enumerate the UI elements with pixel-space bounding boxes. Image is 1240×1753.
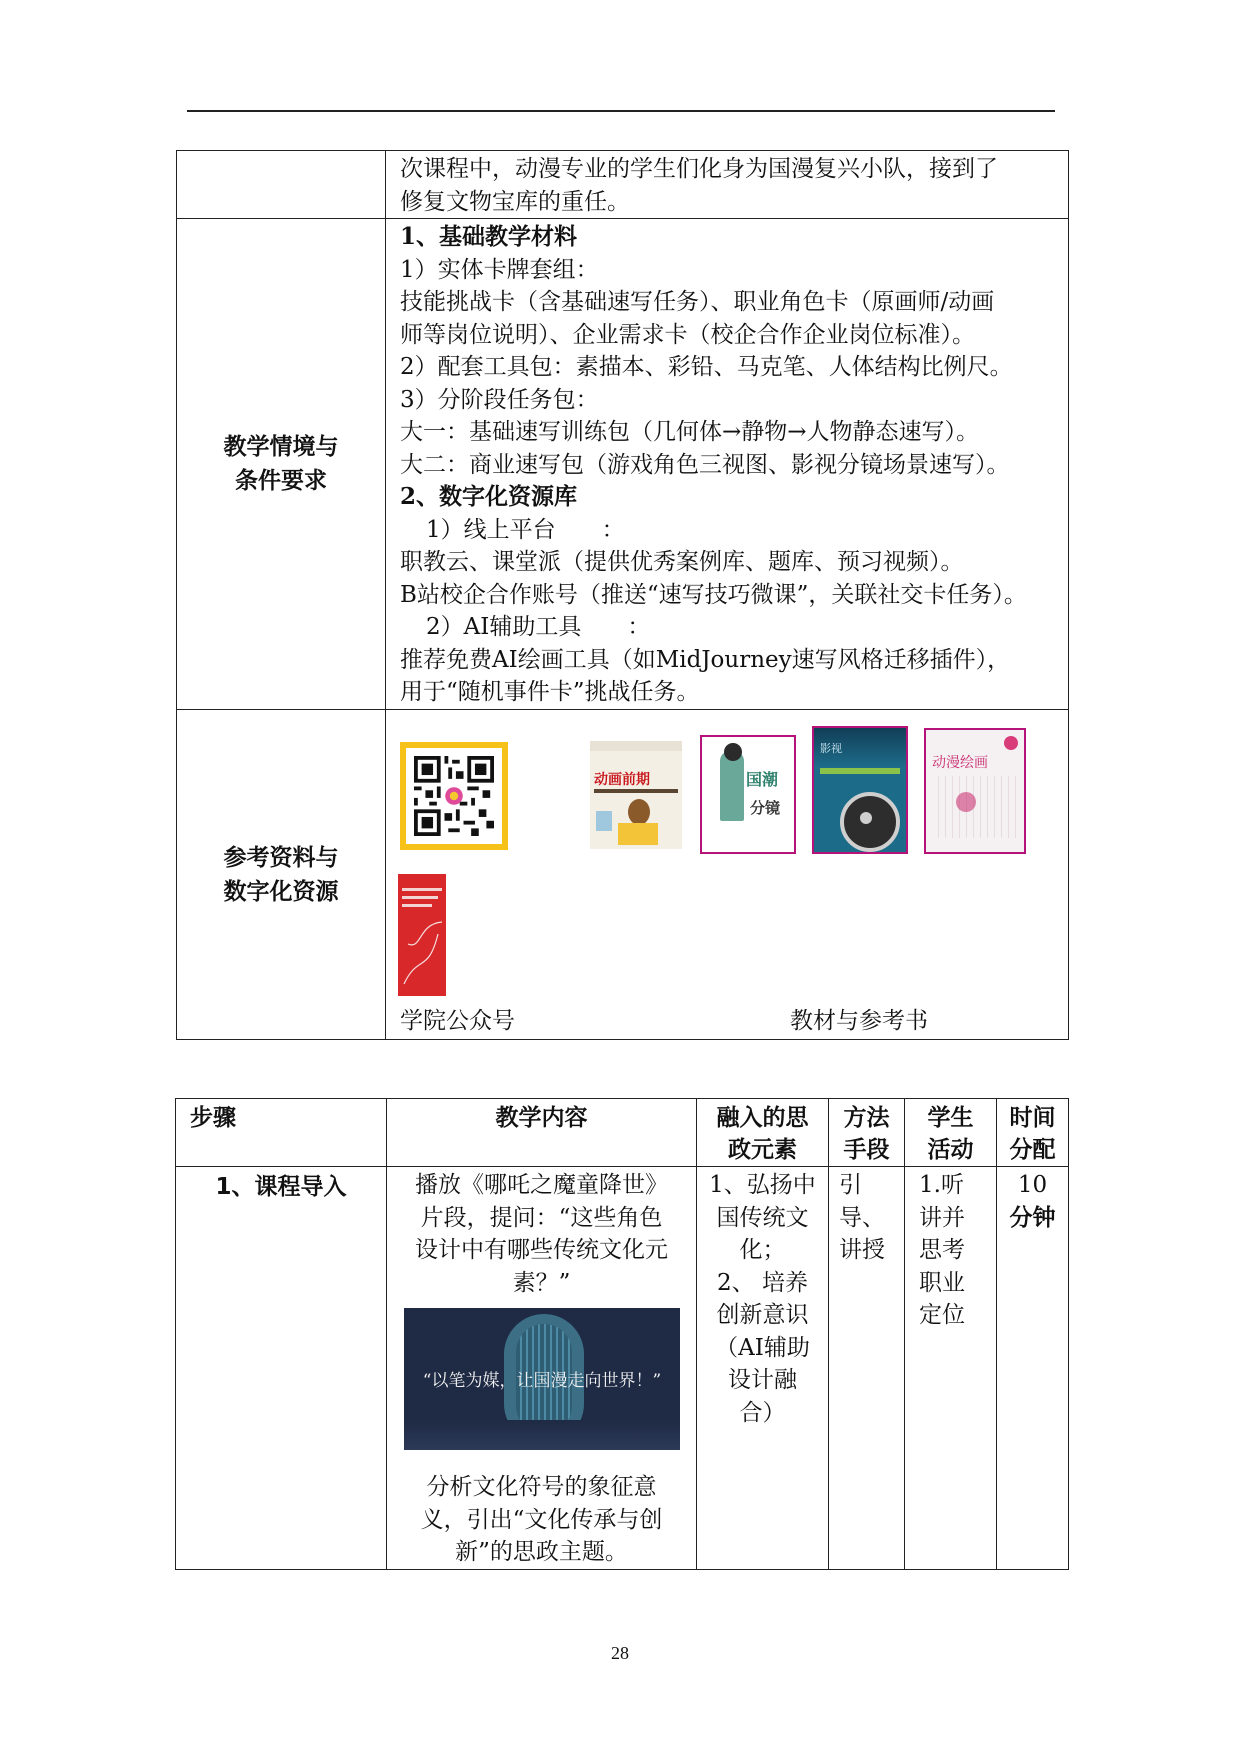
text-line: 推荐免费AI绘画工具（如MidJourney速写风格迁移插件）， [400, 646, 1011, 673]
table-header-row [176, 1099, 1069, 1167]
book-cover-anime-drawing: 动漫绘画 [924, 728, 1026, 854]
text-line: B站校企合作账号（推送“速写技巧微课”，关联社交卡任务）。 [400, 581, 1027, 608]
book-cover-guochao: 国潮 分镜 [700, 735, 796, 854]
text-line: 修复文物宝库的重任。 [400, 188, 630, 215]
text-line: 大二：商业速写包（游戏角色三视图、影视分镜场景速写）。 [400, 451, 1010, 478]
book-cover-storyboard: 动画前期 [590, 741, 682, 849]
book-cover-red [398, 874, 446, 996]
method-cell: 引 导、 讲授 [829, 1167, 905, 1570]
row-label-references: 参考资料与 数字化资源 [177, 710, 386, 1040]
time-cell: 10 分钟 [997, 1167, 1069, 1570]
text-line: 师等岗位说明）、企业需求卡（校企合作企业岗位标准）。 [400, 321, 975, 348]
text-line: 大一：基础速写训练包（几何体→静物→人物静态速写）。 [400, 419, 980, 445]
section-heading: 2、数字化资源库 [400, 483, 578, 510]
empty-label-cell [177, 151, 386, 219]
ideological-cell: 1、弘扬中 国传统文 化； 2、 培养 创新意识 （AI辅助 设计融 合） [697, 1167, 829, 1570]
qr-code[interactable] [400, 742, 508, 850]
slogan-banner-image [404, 1308, 680, 1450]
line-drawing-icon [398, 914, 446, 994]
table-row [177, 151, 1069, 219]
text-line: 职教云、课堂派（提供优秀案例库、题库、预习视频）。 [400, 549, 964, 575]
caption-textbooks: 教材与参考书 [790, 1008, 928, 1034]
row-label-conditions: 教学情境与 条件要求 [177, 219, 386, 710]
page-number: 28 [611, 1643, 629, 1663]
header-ideological: 融入的思 政元素 [697, 1099, 829, 1167]
conditions-table [176, 150, 1069, 1040]
header-time: 时间 分配 [997, 1099, 1069, 1167]
text-line: 2）AI辅助工具 ： [426, 614, 651, 640]
text-line: 用于“随机事件卡”挑战任务。 [400, 679, 700, 705]
qr-pattern-icon [414, 756, 494, 836]
table-row [177, 219, 1069, 710]
header-content: 教学内容 [387, 1099, 697, 1167]
continued-text-cell [386, 151, 1069, 219]
header-step: 步骤 [176, 1099, 387, 1167]
header-activity: 学生 活动 [905, 1099, 997, 1167]
header-rule [187, 110, 1055, 112]
text-line: 技能挑战卡（含基础速写任务）、职业角色卡（原画师/动画 [400, 289, 995, 315]
book-cover-film: 影视 [812, 726, 908, 854]
section-heading: 1、基础教学材料 [400, 223, 578, 250]
conditions-content [386, 219, 1069, 710]
text-line: 2）配套工具包：素描本、彩铅、马克笔、人体结构比例尺。 [400, 354, 1013, 380]
content-cell: 播放《哪吒之魔童降世》 片段，提问：“这些角色 设计中有哪些传统文化元 素？” 分析文化符号的象征意 义，引出“文化传承与创 新”的思政主题。 [387, 1167, 697, 1570]
caption-wechat-account: 学院公众号 [400, 1008, 515, 1034]
text-line: 3）分阶段任务包： [400, 386, 599, 413]
step-cell: 1、课程导入 [176, 1167, 387, 1570]
text-line: 次课程中，动漫专业的学生们化身为国漫复兴小队，接到了 [400, 156, 998, 182]
text-line: 1）实体卡牌套组： [400, 256, 599, 283]
text-line: 1）线上平台 ： [426, 516, 625, 543]
slogan-text: “以笔为媒，让国漫走向世界！” [422, 1371, 662, 1391]
activity-cell: 1.听 讲并 思考 职业 定位 [905, 1167, 997, 1570]
header-method: 方法 手段 [829, 1099, 905, 1167]
